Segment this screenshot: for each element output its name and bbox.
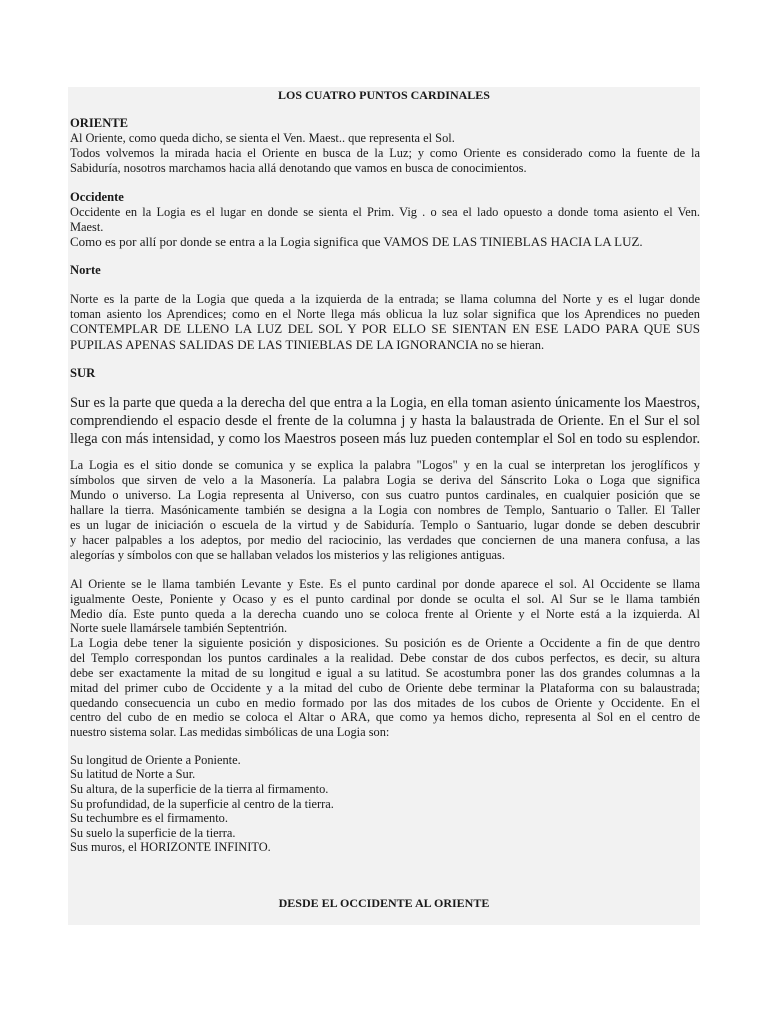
section-heading-sur: SUR — [70, 366, 96, 380]
text-line: Sur es la parte que queda a la derecha del que entra a la Logia, en ella toman asiento únicamente los Maestros, — [70, 395, 700, 411]
text-line — [70, 337, 544, 353]
text-line: símbolos que sirven de velo a la Masonería. La palabra Logia se deriva del Sánscrito Loka o Loga que significa — [70, 473, 700, 487]
section-heading-norte: Norte — [70, 263, 101, 277]
text-line: La Logia debe tener la siguiente posición y disposiciones. Su posición es de Oriente a Occidente a fin de que dentro — [70, 636, 700, 650]
footer-title: DESDE EL OCCIDENTE AL ORIENTE — [278, 896, 490, 910]
text-line: Occidente en la Logia es el lugar en donde se sienta el Prim. Vig . o sea el lado opuesto a donde toma asiento el Ven. — [70, 205, 700, 219]
list-item: Su altura, de la superficie de la tierra al firmamento. — [70, 782, 329, 796]
text-line: llega con más intensidad, y como los Maestros poseen más luz pueden contemplar el Sol en todo su esplendor. — [70, 431, 700, 447]
text-line: Como es por allí por donde se entra a la Logia significa que VAMOS DE LAS TINIEBLAS HACIA LA LUZ. — [70, 234, 643, 249]
text-line: quedando consecuencia un cubo en medio formado por las dos mitades de los cubos de Oriente y Occidente. En el — [70, 696, 700, 710]
text-line: debe ser exactamente la mitad de su longitud e igual a su latitud. Se acostumbra poner las dos grandes columnas a la — [70, 666, 700, 680]
text-line: Sabiduría, nosotros marchamos hacia allá denotando que vamos en busca de conocimientos. — [70, 161, 527, 175]
text-line: y hacer palpables a los adeptos, por medio del raciocinio, las verdades que conciernen de una manera confusa, a las — [70, 533, 700, 547]
list-item: Su latitud de Norte a Sur. — [70, 767, 196, 781]
text-line: alegorías y símbolos con que se hallaban velados los misterios y las religiones antiguas. — [70, 548, 505, 562]
text-line: La Logia es el sitio donde se comunica y se explica la palabra "Logos" y en la cual se interpretan los jeroglíficos y — [70, 458, 700, 472]
section-heading-occidente: Occidente — [70, 190, 124, 204]
text-line: Mundo o universo. La Logia representa al Universo, con sus cuatro puntos cardinales, en cualquier posición que se — [70, 488, 700, 502]
text-line: nuestro sistema solar. Las medidas simbólicas de una Logia son: — [70, 725, 390, 739]
text-line: Al Oriente, como queda dicho, se sienta el Ven. Maest.. que representa el Sol. — [70, 131, 455, 145]
text-line: es un lugar de iniciación o escuela de la virtud y de Sabiduría. Templo o Santuario, lugar donde se deben descubrir — [70, 518, 700, 532]
text-line: CONTEMPLAR DE LLENO LA LUZ DEL SOL Y POR ELLO SE SIENTAN EN ESE LADO PARA QUE SUS — [70, 321, 700, 336]
text-line: hallare la tierra. Masónicamente también se designa a la Logia con nombres de Templo, Santuario o Taller. El Taller — [70, 503, 700, 517]
text-line: del Templo correspondan los puntos cardinales a la realidad. Debe constar de dos cubos perfectos, es decir, su altura — [70, 651, 700, 665]
text-line: Norte es la parte de la Logia que queda a la izquierda de la entrada; se llama columna del Norte y es el lugar donde — [70, 292, 700, 306]
document-page — [68, 87, 700, 925]
text-line: igualmente Oeste, Poniente y Ocaso y es el punto cardinal por donde se oculta el sol. Al Sur se le llama también — [70, 592, 700, 606]
list-item: Sus muros, el HORIZONTE INFINITO. — [70, 840, 271, 854]
text-line: Medio día. Este punto queda a la derecha cuando uno se coloca frente al Oriente y el Norte está a la izquierda. Al — [70, 607, 700, 621]
text-line: Maest. — [70, 220, 104, 234]
list-item: Su profundidad, de la superficie al centro de la tierra. — [70, 797, 334, 811]
text-span: no se hieran. — [481, 338, 545, 352]
list-item: Su suelo la superficie de la tierra. — [70, 826, 236, 840]
list-item: Su techumbre es el firmamento. — [70, 811, 228, 825]
text-line: centro del cubo de en medio se coloca el Altar o ARA, que como ya hemos dicho, representa al Sol en el centro de — [70, 710, 700, 724]
text-line: comprendiendo el espacio desde el frente de la columna j y hasta la balaustrada de Oriente. En el Sur el sol — [70, 413, 700, 429]
list-item: Su longitud de Oriente a Poniente. — [70, 753, 241, 767]
section-heading-oriente: ORIENTE — [70, 116, 129, 130]
document-title: LOS CUATRO PUNTOS CARDINALES — [278, 88, 490, 102]
text-line: Al Oriente se le llama también Levante y Este. Es el punto cardinal por donde aparece el sol. Al Occidente se llama — [70, 577, 700, 591]
text-line: Norte suele llamársele también Septentrión. — [70, 621, 288, 635]
text-line: toman asiento los Aprendices; como en el Norte llega más oblicua la luz solar significa que los Aprendices no pueden — [70, 307, 700, 321]
text-line: mitad del primer cubo de Occidente y a la mitad del cubo de Oriente debe terminar la Plataforma con su balaustrada; — [70, 681, 700, 695]
text-span: PUPILAS APENAS SALIDAS DE LAS TINIEBLAS DE LA IGNORANCIA — [70, 337, 478, 352]
text-line: Todos volvemos la mirada hacia el Oriente en busca de la Luz; y como Oriente es considerado como la fuente de la — [70, 146, 700, 160]
